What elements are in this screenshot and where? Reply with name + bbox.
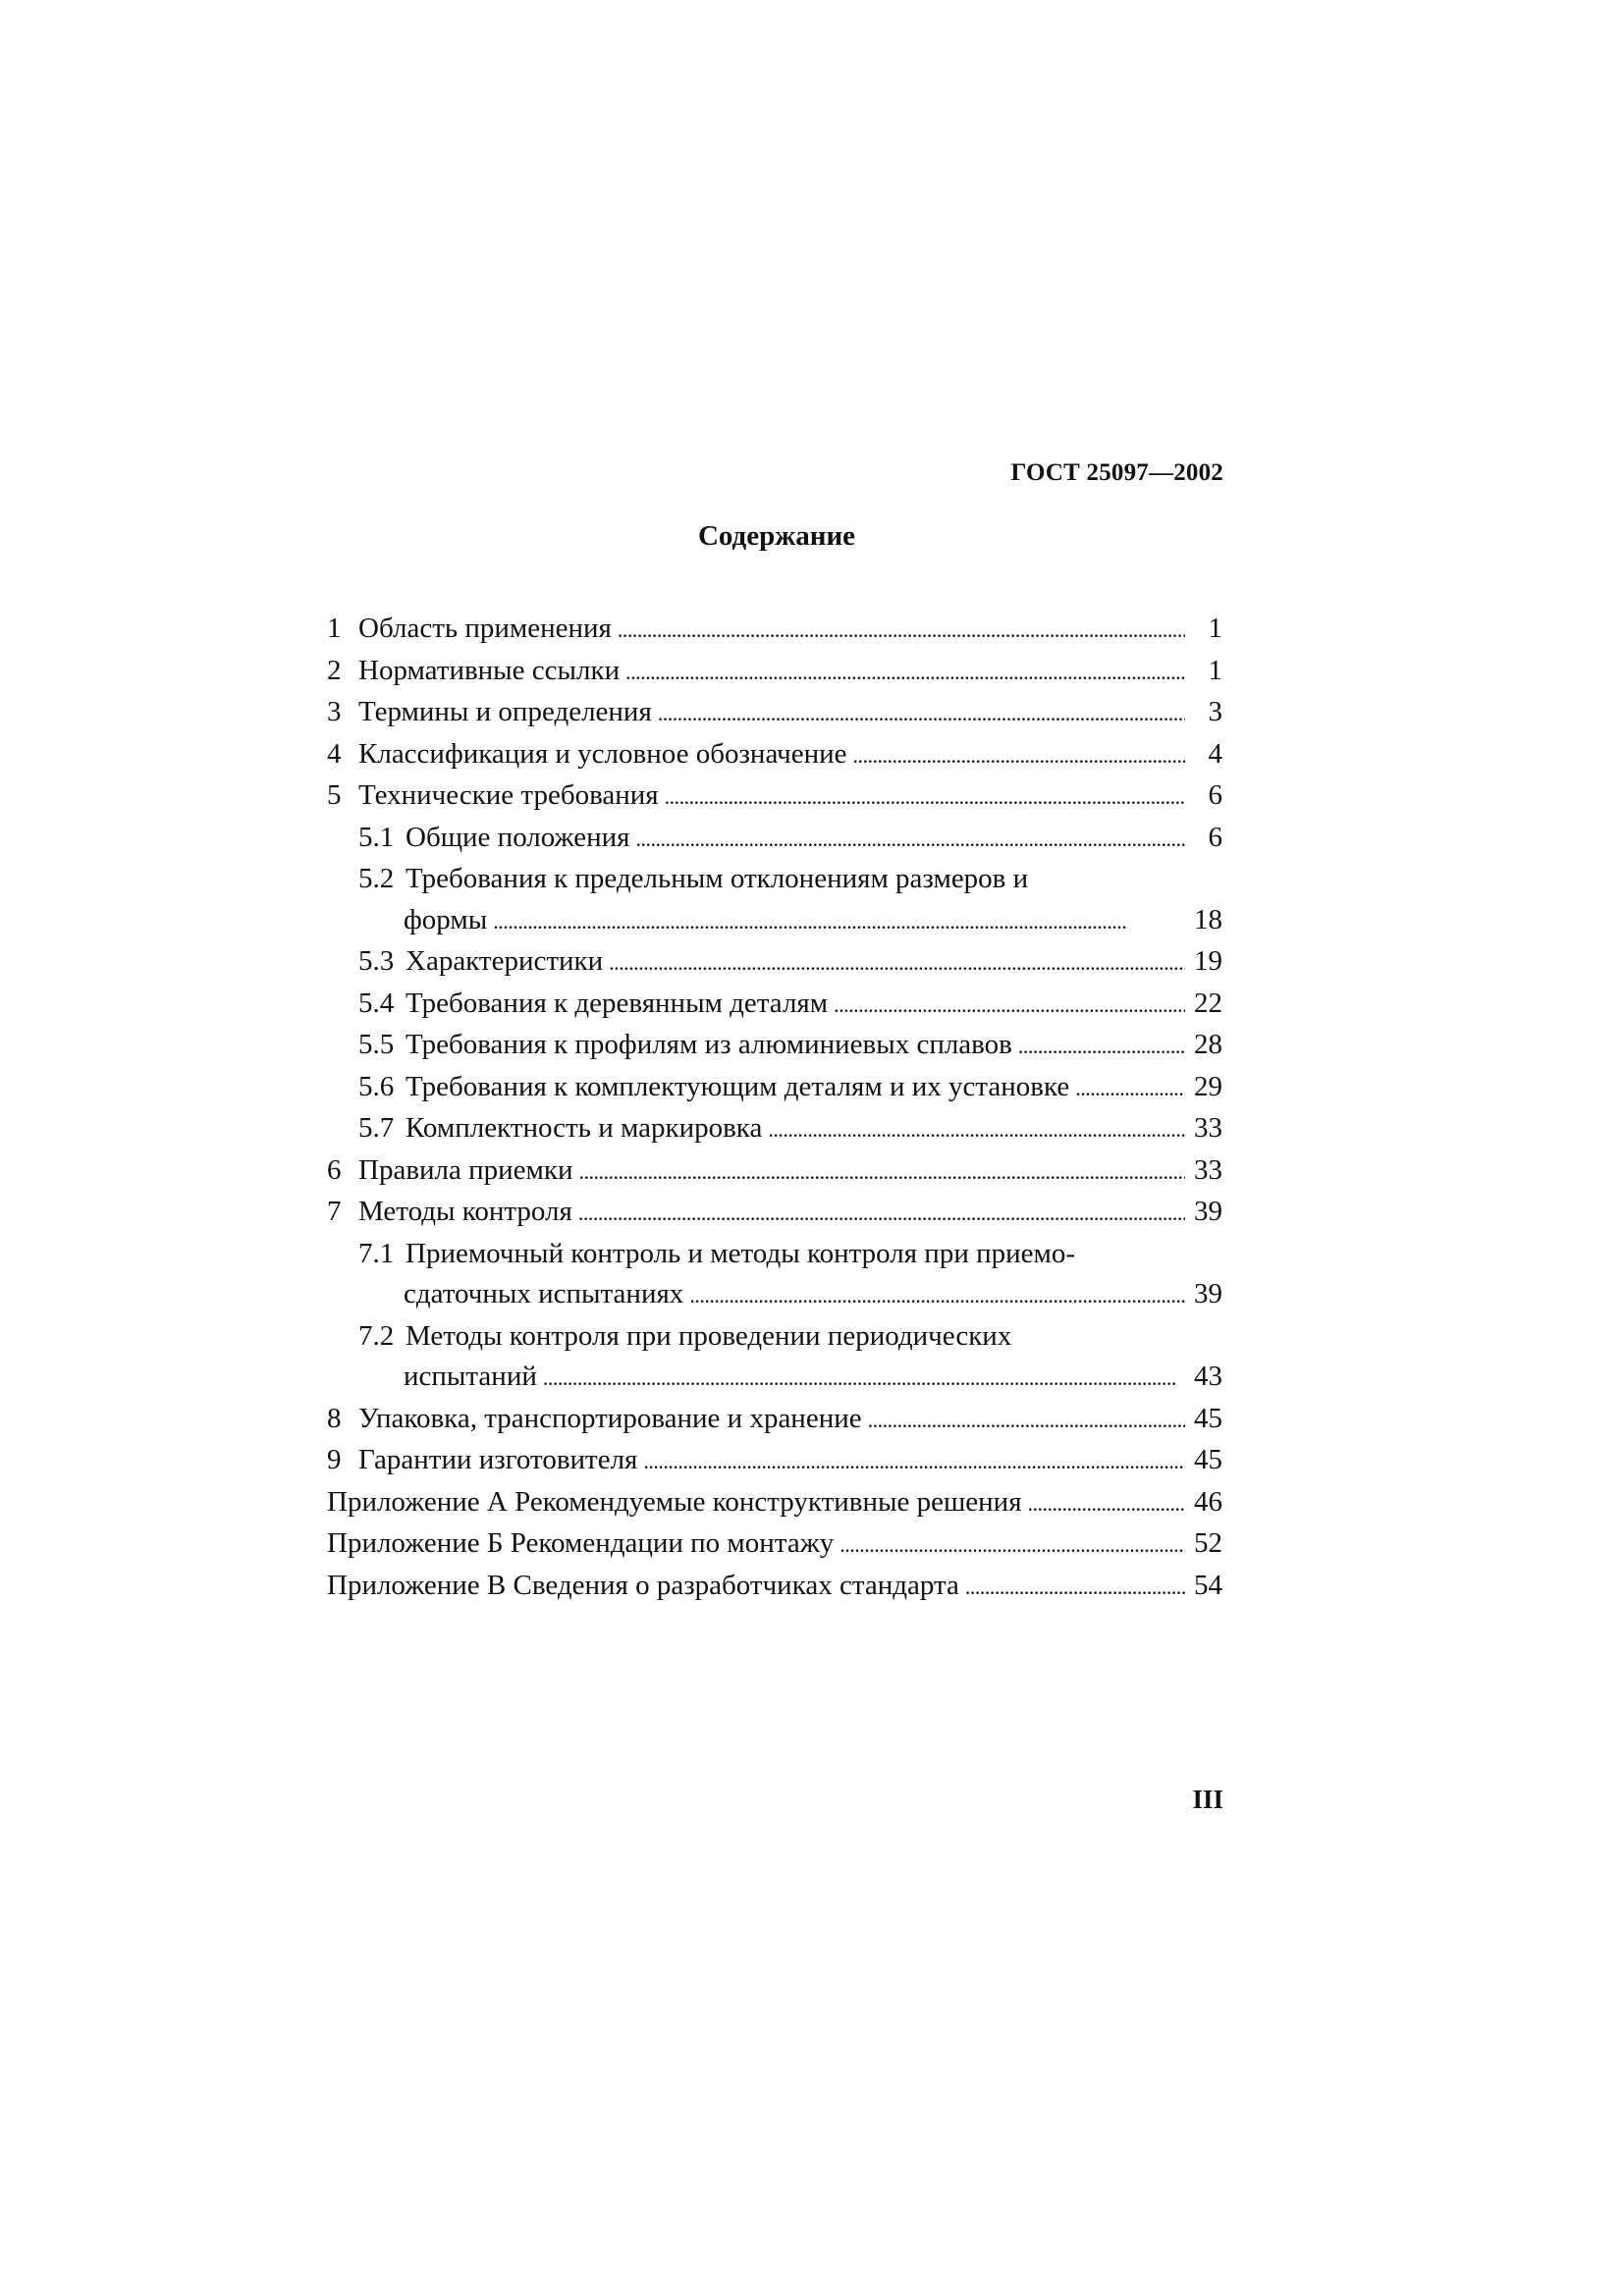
toc-entry[interactable] xyxy=(327,1150,1222,1193)
toc-entry-page: 33 xyxy=(1194,1153,1222,1186)
toc-entry-page: 29 xyxy=(1194,1070,1222,1102)
toc-entry-title: Комплектность и маркировка xyxy=(406,1112,763,1144)
dot-leader xyxy=(493,901,1185,942)
toc-subentry[interactable] xyxy=(327,1234,1222,1275)
toc-entry-number: 7.2 xyxy=(358,1319,395,1352)
toc-entry-title: Характеристики xyxy=(406,945,604,977)
toc-title: Содержание xyxy=(697,520,856,552)
toc-entry-number: 3 xyxy=(327,696,342,727)
page-number: III xyxy=(1192,1785,1223,1814)
toc-entry-page: 1 xyxy=(1208,654,1222,686)
toc-entry-page: 33 xyxy=(1194,1112,1222,1144)
toc-appendix-entry[interactable] xyxy=(327,1566,1222,1608)
toc-subentry[interactable] xyxy=(327,1108,1222,1150)
toc-entry-title: Классификация и условное обозначение xyxy=(358,737,847,770)
table-of-contents xyxy=(327,609,1222,1607)
dot-leader xyxy=(625,652,1185,693)
toc-entry-title: Требования к профилям из алюминиевых сплавов xyxy=(406,1029,1012,1060)
toc-entry-page: 45 xyxy=(1194,1402,1222,1434)
toc-entry-number: 5.4 xyxy=(358,987,395,1019)
dot-leader xyxy=(1075,1068,1185,1109)
toc-entry-number: 5.6 xyxy=(358,1070,395,1102)
dot-leader xyxy=(965,1567,1185,1608)
dot-leader xyxy=(1018,1026,1185,1067)
dot-leader xyxy=(1028,1483,1185,1524)
dot-leader xyxy=(658,693,1185,734)
toc-entry-page: 46 xyxy=(1194,1485,1222,1518)
toc-entry[interactable] xyxy=(327,609,1222,651)
dot-leader xyxy=(609,942,1185,984)
toc-entry[interactable] xyxy=(327,1192,1222,1234)
toc-subentry[interactable] xyxy=(327,941,1222,984)
toc-entry-number: 7.1 xyxy=(358,1237,395,1269)
toc-entry-title: Требования к деревянным деталям xyxy=(406,987,829,1019)
toc-subentry-continuation[interactable] xyxy=(327,1274,1222,1316)
toc-entry-number: 4 xyxy=(327,737,342,770)
toc-entry-number: 1 xyxy=(327,613,342,644)
toc-entry-title: Приложение А Рекомендуемые конструктивные решения xyxy=(327,1485,1022,1518)
toc-entry-number: 5.3 xyxy=(358,945,395,977)
toc-subentry[interactable] xyxy=(327,1067,1222,1109)
toc-entry-title: Упаковка, транспортирование и хранение xyxy=(358,1402,862,1434)
toc-entry-title: Нормативные ссылки xyxy=(358,654,621,686)
dot-leader xyxy=(839,1524,1185,1566)
dot-leader xyxy=(689,1275,1185,1316)
toc-entry-page: 6 xyxy=(1208,821,1222,853)
toc-subentry[interactable] xyxy=(327,859,1222,900)
toc-entry-title-continuation: формы xyxy=(404,903,488,935)
toc-entry-page: 18 xyxy=(1194,903,1222,935)
toc-entry-number: 6 xyxy=(327,1153,342,1186)
toc-entry[interactable] xyxy=(327,734,1222,776)
toc-entry-page: 54 xyxy=(1194,1569,1222,1601)
toc-entry-title: Требования к комплектующим деталям и их установке xyxy=(406,1070,1070,1102)
dot-leader xyxy=(768,1109,1185,1150)
dot-leader xyxy=(635,819,1185,860)
dot-leader xyxy=(853,735,1185,776)
toc-entry[interactable] xyxy=(327,1440,1222,1482)
document-code: ГОСТ 25097—2002 xyxy=(1010,459,1223,486)
toc-entry-page: 1 xyxy=(1208,613,1222,644)
toc-entry-number: 5 xyxy=(327,779,342,811)
toc-entry-title: Требования к предельным отклонениям размеров и xyxy=(406,863,1029,894)
toc-entry[interactable] xyxy=(327,775,1222,818)
toc-appendix-entry[interactable] xyxy=(327,1523,1222,1566)
toc-entry-title: Технические требования xyxy=(358,779,659,811)
toc-entry-number: 7 xyxy=(327,1196,342,1227)
toc-entry-title: Гарантии изготовителя xyxy=(358,1444,638,1475)
toc-entry-page: 45 xyxy=(1194,1444,1222,1475)
toc-entry-number: 2 xyxy=(327,654,342,686)
toc-entry-number: 9 xyxy=(327,1444,342,1475)
toc-subentry[interactable] xyxy=(327,1316,1222,1358)
dot-leader xyxy=(643,1441,1185,1482)
toc-entry-number: 5.1 xyxy=(358,821,395,853)
toc-entry-number: 8 xyxy=(327,1402,342,1434)
dot-leader xyxy=(578,1193,1185,1234)
toc-subentry-continuation[interactable] xyxy=(327,1357,1222,1399)
toc-entry[interactable] xyxy=(327,1399,1222,1441)
toc-subentry[interactable] xyxy=(327,984,1222,1026)
toc-entry-title: Правила приемки xyxy=(358,1153,573,1186)
dot-leader xyxy=(618,610,1185,651)
toc-entry-title: Термины и определения xyxy=(358,696,652,727)
dot-leader xyxy=(834,985,1185,1026)
toc-entry-number: 5.5 xyxy=(358,1029,395,1060)
dot-leader xyxy=(579,1151,1186,1193)
toc-entry-page: 28 xyxy=(1194,1029,1222,1060)
toc-subentry[interactable] xyxy=(327,818,1222,860)
toc-entry-page: 22 xyxy=(1194,987,1222,1019)
toc-entry-title: Общие положения xyxy=(406,821,630,853)
toc-entry-title: Методы контроля xyxy=(358,1196,572,1227)
toc-entry-page: 6 xyxy=(1208,779,1222,811)
toc-subentry[interactable] xyxy=(327,1025,1222,1067)
toc-entry[interactable] xyxy=(327,692,1222,734)
dot-leader xyxy=(868,1400,1185,1441)
toc-entry-title: Область применения xyxy=(358,613,612,644)
dot-leader xyxy=(543,1358,1185,1399)
dot-leader xyxy=(665,776,1185,818)
toc-entry-page: 3 xyxy=(1208,696,1222,727)
toc-entry-number: 5.2 xyxy=(358,863,395,894)
toc-entry-page: 39 xyxy=(1194,1196,1222,1227)
toc-entry-page: 4 xyxy=(1208,737,1222,770)
toc-subentry-continuation[interactable] xyxy=(327,900,1222,942)
toc-entry-title-continuation: сдаточных испытаниях xyxy=(404,1278,684,1309)
toc-entry-page: 39 xyxy=(1194,1278,1222,1309)
toc-entry-page: 43 xyxy=(1194,1361,1222,1392)
toc-entry-title: Методы контроля при проведении периодических xyxy=(406,1319,1012,1352)
toc-entry-title: Приложение Б Рекомендации по монтажу xyxy=(327,1527,835,1559)
toc-entry-title-continuation: испытаний xyxy=(404,1361,537,1392)
toc-entry-number: 5.7 xyxy=(358,1112,395,1144)
toc-entry-page: 19 xyxy=(1194,945,1222,977)
toc-entry[interactable] xyxy=(327,651,1222,693)
toc-entry-title: Приемочный контроль и методы контроля при приемо- xyxy=(406,1237,1076,1269)
toc-entry-title: Приложение В Сведения о разработчиках стандарта xyxy=(327,1569,959,1601)
toc-appendix-entry[interactable] xyxy=(327,1482,1222,1524)
toc-entry-page: 52 xyxy=(1194,1527,1222,1559)
